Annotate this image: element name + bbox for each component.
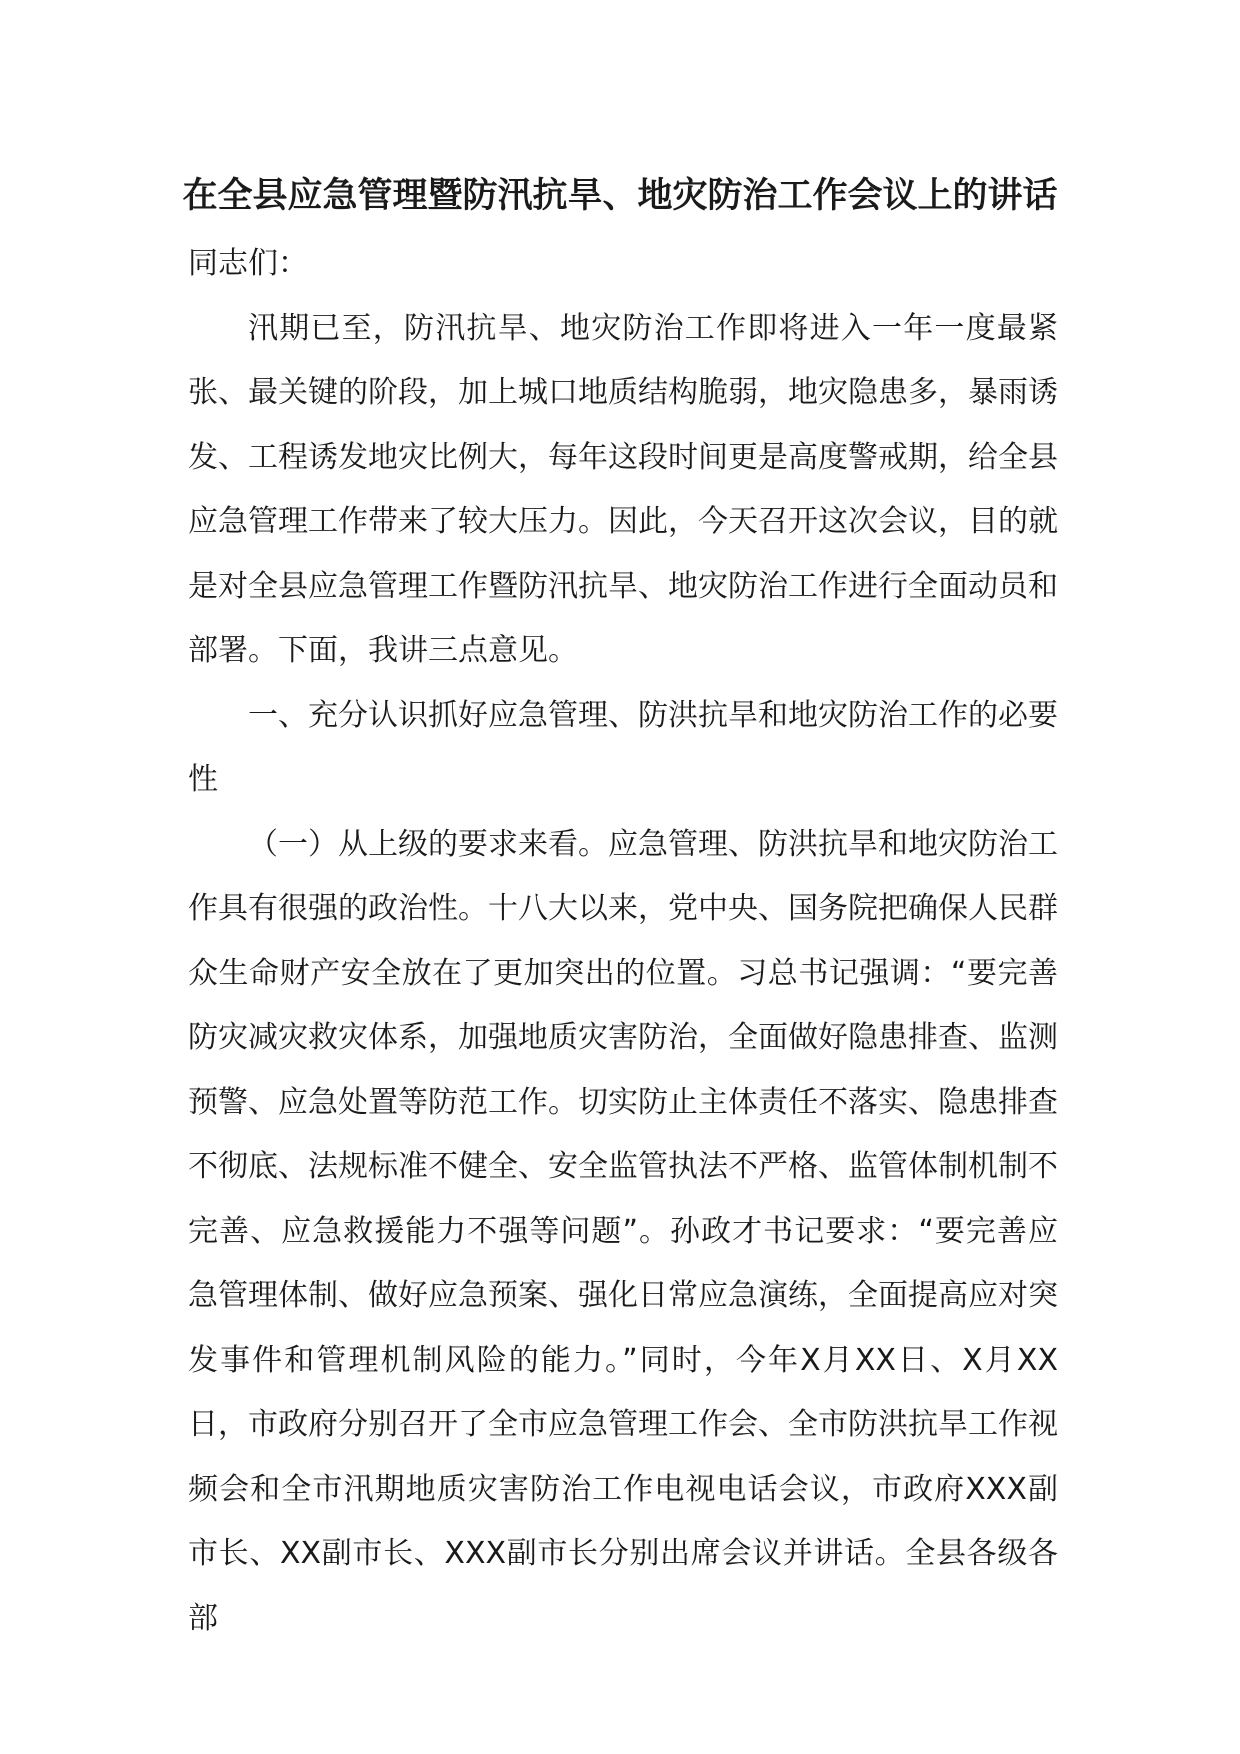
paragraph-intro: 汛期已至，防汛抗旱、地灾防治工作即将进入一年一度最紧张、最关键的阶段，加上城口地质结构脆弱，地灾隐患多，暴雨诱发、工程诱发地灾比例大，每年这段时间更是高度警戒期，给全县应急管理工作带来了较大压力。因此，今天召开这次会议，目的就是对全县应急管理工作暨防汛抗旱、地灾防治工作进行全面动员和部署。下面，我讲三点意见。 [188, 310, 1058, 668]
section-heading-1: 一、充分认识抓好应急管理、防洪抗旱和地灾防治工作的必要性 [188, 697, 1058, 797]
salutation: 同志们： [188, 246, 308, 281]
paragraph-subsection-1: （一）从上级的要求来看。应急管理、防洪抗旱和地灾防治工作具有很强的政治性。十八大以来，党中央、国务院把确保人民群众生命财产安全放在了更加突出的位置。习总书记强调：“要完善防灾减灾救灾体系，加强地质灾害防治，全面做好隐患排查、监测预警、应急处置等防范工作。切实防止主体责任不落实、隐患排查不彻底、法规标准不健全、安全监管执法不严格、监管体制机制不完善、应急救援能力不强等问题”。孙政才书记要求：“要完善应急管理体制、做好应急预案、强化日常应急演练，全面提高应对突发事件和管理机制风险的能力。”同时，今年X月XX日、X月XX日，市政府分别召开了全市应急管理工作会、全市防洪抗旱工作视频会和全市汛期地质灾害防治工作电视电话会议，市政府XXX副市长、XX副市长、XXX副市长分别出席会议并讲话。全县各级各部 [188, 826, 1058, 1636]
document-title: 在全县应急管理暨防汛抗旱、地灾防治工作会议上的讲话 [182, 176, 1058, 216]
document-body [188, 232, 1058, 1651]
